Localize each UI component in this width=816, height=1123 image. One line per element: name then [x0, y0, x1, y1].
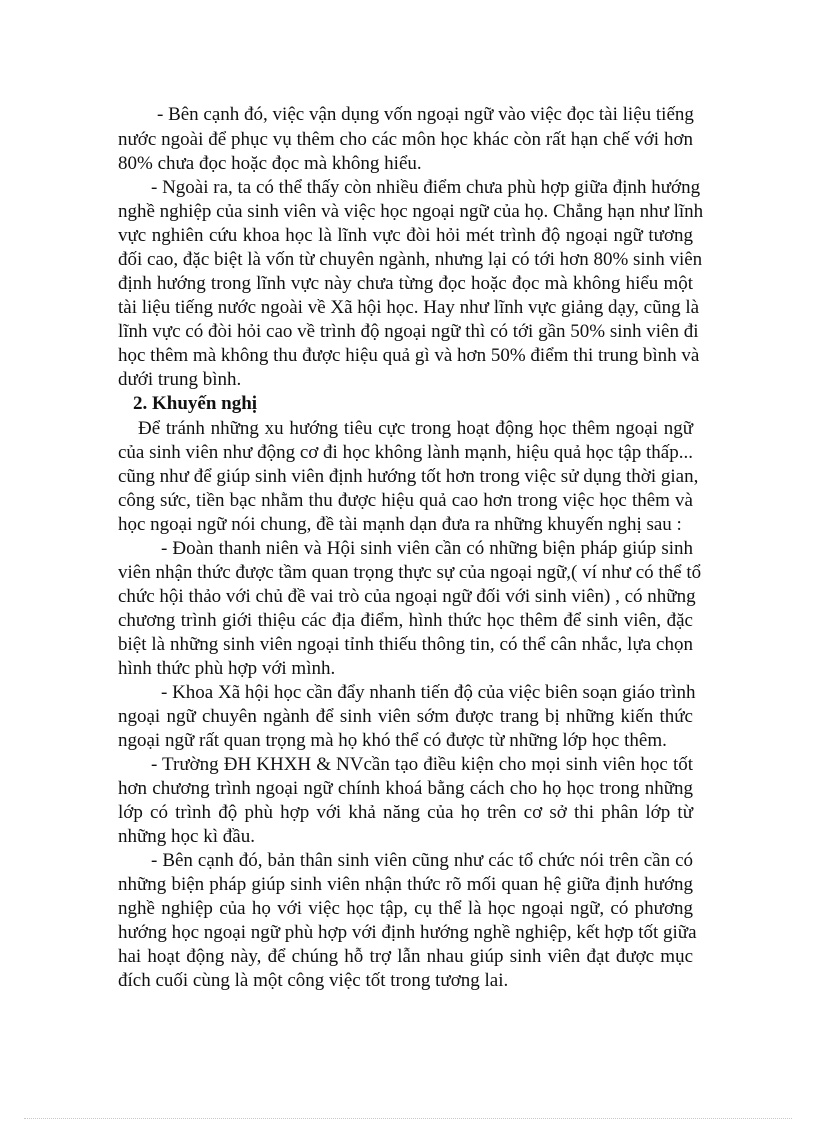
text-line: hình thức phù hợp với mình.	[118, 658, 336, 679]
text-line: lớp có trình độ phù hợp với khả năng của họ trên cơ sở thi phân lớp từ	[118, 802, 693, 823]
text-line: - Khoa Xã hội học cần đẩy nhanh tiến độ của việc biên soạn giáo trình	[161, 682, 696, 703]
text-line: những học kì đầu.	[118, 826, 255, 847]
text-line: học ngoại ngữ nói chung, đề tài mạnh dạn đưa ra những khuyến nghị sau :	[118, 514, 682, 535]
text-line: đích cuối cùng là một công việc tốt trong tương lai.	[118, 970, 509, 991]
text-line: dưới trung bình.	[118, 369, 242, 390]
text-line: nghề nghiệp của họ với việc học tập, cụ thể là học ngoại ngữ, có phương	[118, 898, 693, 919]
text-line: hướng học ngoại ngữ phù hợp với định hướng nghề nghiệp, kết hợp tốt giữa	[118, 922, 697, 943]
text-line: chương trình giới thiệu các địa điểm, hình thức học thêm để sinh viên, đặc	[118, 610, 693, 631]
text-line: Để tránh những xu hướng tiêu cực trong hoạt động học thêm ngoại ngữ	[138, 418, 693, 439]
text-line: ngoại ngữ chuyên ngành để sinh viên sớm được trang bị những kiến thức	[118, 706, 693, 727]
text-line: nước ngoài để phục vụ thêm cho các môn học khác còn rất hạn chế với hơn	[118, 129, 693, 150]
text-line: - Đoàn thanh niên và Hội sinh viên cần có những biện pháp giúp sinh	[161, 538, 693, 559]
text-line: những biện pháp giúp sinh viên nhận thức rõ mối quan hệ giữa định hướng	[118, 874, 693, 895]
text-line: - Ngoài ra, ta có thể thấy còn nhiều điểm chưa phù hợp giữa định hướng	[151, 177, 701, 198]
text-line: ngoại ngữ rất quan trọng mà họ khó thể có được từ những lớp học thêm.	[118, 730, 667, 751]
text-line: học thêm mà không thu được hiệu quả gì và hơn 50% điểm thi trung bình và	[118, 345, 700, 366]
text-line: viên nhận thức được tầm quan trọng thực sự của ngoại ngữ,( ví như có thể tổ	[118, 562, 702, 583]
text-line: lĩnh vực có đòi hỏi cao về trình độ ngoại ngữ thì có tới gần 50% sinh viên đi	[118, 321, 699, 342]
text-line: biệt là những sinh viên ngoại tỉnh thiếu thông tin, có thể cân nhắc, lựa chọn	[118, 634, 693, 655]
text-line: - Bên cạnh đó, việc vận dụng vốn ngoại ngữ vào việc đọc tài liệu tiếng	[157, 104, 694, 125]
text-line: cũng như để giúp sinh viên định hướng tốt hơn trong việc sử dụng thời gian,	[118, 466, 699, 487]
text-line: đối cao, đặc biệt là vốn từ chuyên ngành, nhưng lại có tới hơn 80% sinh viên	[118, 249, 703, 270]
text-line: - Bên cạnh đó, bản thân sinh viên cũng như các tổ chức nói trên cần có	[151, 850, 693, 871]
text-line: chức hội thảo với chủ đề vai trò của ngoại ngữ đối với sinh viên) , có những	[118, 586, 696, 607]
text-line: 80% chưa đọc hoặc đọc mà không hiểu.	[118, 153, 422, 174]
text-line: định hướng trong lĩnh vực này chưa từng đọc hoặc đọc mà không hiểu một	[118, 273, 693, 294]
text-line: vực nghiên cứu khoa học là lĩnh vực đòi hỏi mét trình độ ngoại ngữ tương	[118, 225, 693, 246]
text-line: công sức, tiền bạc nhằm thu được hiệu quả cao hơn trong việc học thêm và	[118, 490, 693, 511]
text-line: hơn chương trình ngoại ngữ chính khoá bằng cách cho họ học trong những	[118, 778, 693, 799]
text-line: nghề nghiệp của sinh viên và việc học ngoại ngữ của họ. Chẳng hạn như lĩnh	[118, 201, 704, 222]
page-bottom-divider	[24, 1118, 792, 1119]
text-line: của sinh viên như động cơ đi học không lành mạnh, hiệu quả học tập thấp...	[118, 442, 693, 463]
text-line: - Trường ĐH KHXH & NVcần tạo điều kiện cho mọi sinh viên học tốt	[151, 754, 693, 775]
section-heading: 2. Khuyến nghị	[133, 393, 258, 414]
text-line: hai hoạt động này, để chúng hỗ trợ lẫn nhau giúp sinh viên đạt được mục	[118, 946, 693, 967]
text-line: tài liệu tiếng nước ngoài về Xã hội học. Hay như lĩnh vực giảng dạy, cũng là	[118, 297, 700, 318]
